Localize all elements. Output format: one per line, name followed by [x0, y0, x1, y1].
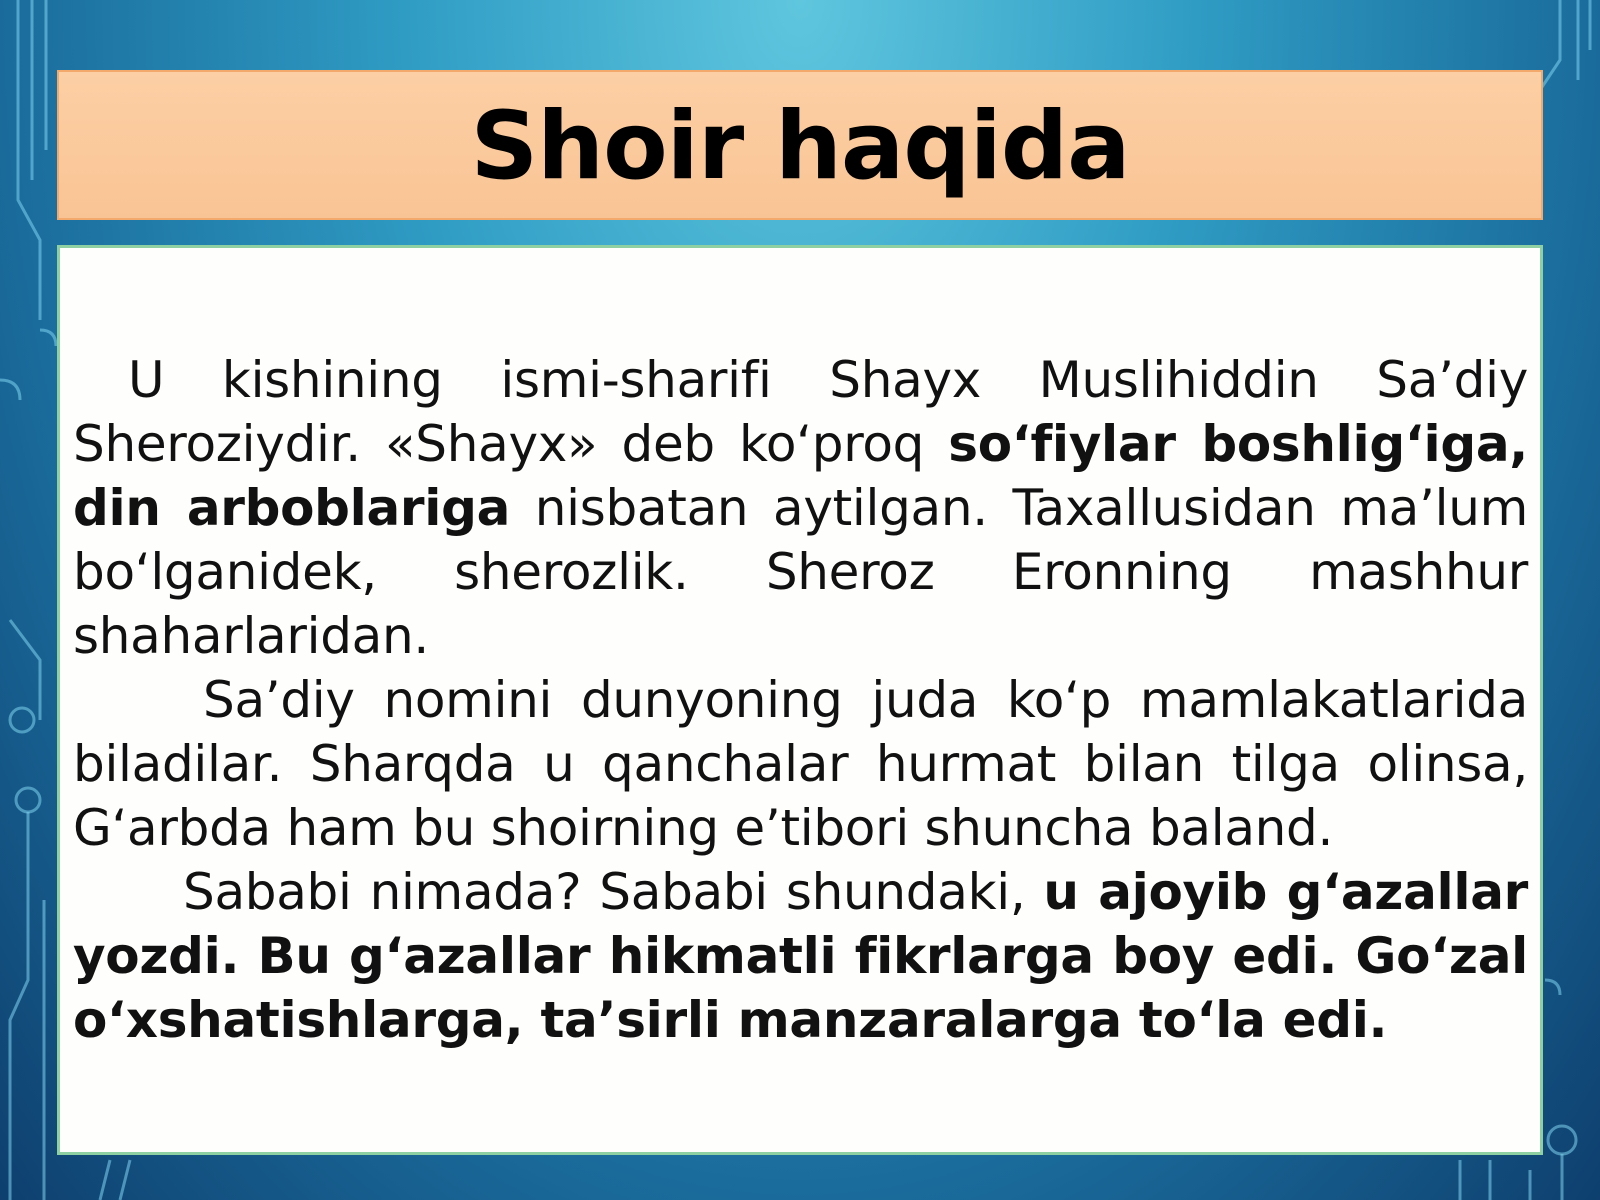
body-text — [73, 348, 1528, 1052]
content-panel — [57, 245, 1543, 1155]
title-banner — [57, 70, 1543, 220]
paragraph-1-text: U kishining ismi-sharifi Shayx Muslihiddin Sa’diy Sheroziydir. «Shayx» deb ko‘proq — [73, 351, 1528, 473]
paragraph-3 — [73, 860, 1528, 1052]
paragraph-1-text-end: nisbatan aytilgan. Taxallusidan ma’lum bo‘lganidek, sherozlik. Sheroz Eronning mashhur shaharlaridan. — [73, 479, 1528, 665]
slide-title: Shoir haqida — [470, 91, 1130, 201]
paragraph-2-text: Sa’diy nomini dunyoning juda ko‘p mamlakatlarida biladilar. Sharqda u qanchalar hurmat bilan tilga olinsa, G‘arbda ham bu shoirning e’tibori shuncha baland. — [73, 671, 1528, 857]
paragraph-2 — [73, 668, 1528, 860]
paragraph-3-bold: u ajoyib g‘azallar yozdi. Bu g‘azallar hikmatli fikrlarga boy edi. Go‘zal o‘xshatishlarga, ta’sirli manzaralarga to‘la edi. — [73, 863, 1528, 1049]
paragraph-3-text: Sababi nimada? Sababi shundaki, — [183, 863, 1044, 921]
paragraph-1 — [73, 348, 1528, 668]
paragraph-1-bold: so‘fiylar boshlig‘iga, din arboblariga — [73, 415, 1528, 537]
